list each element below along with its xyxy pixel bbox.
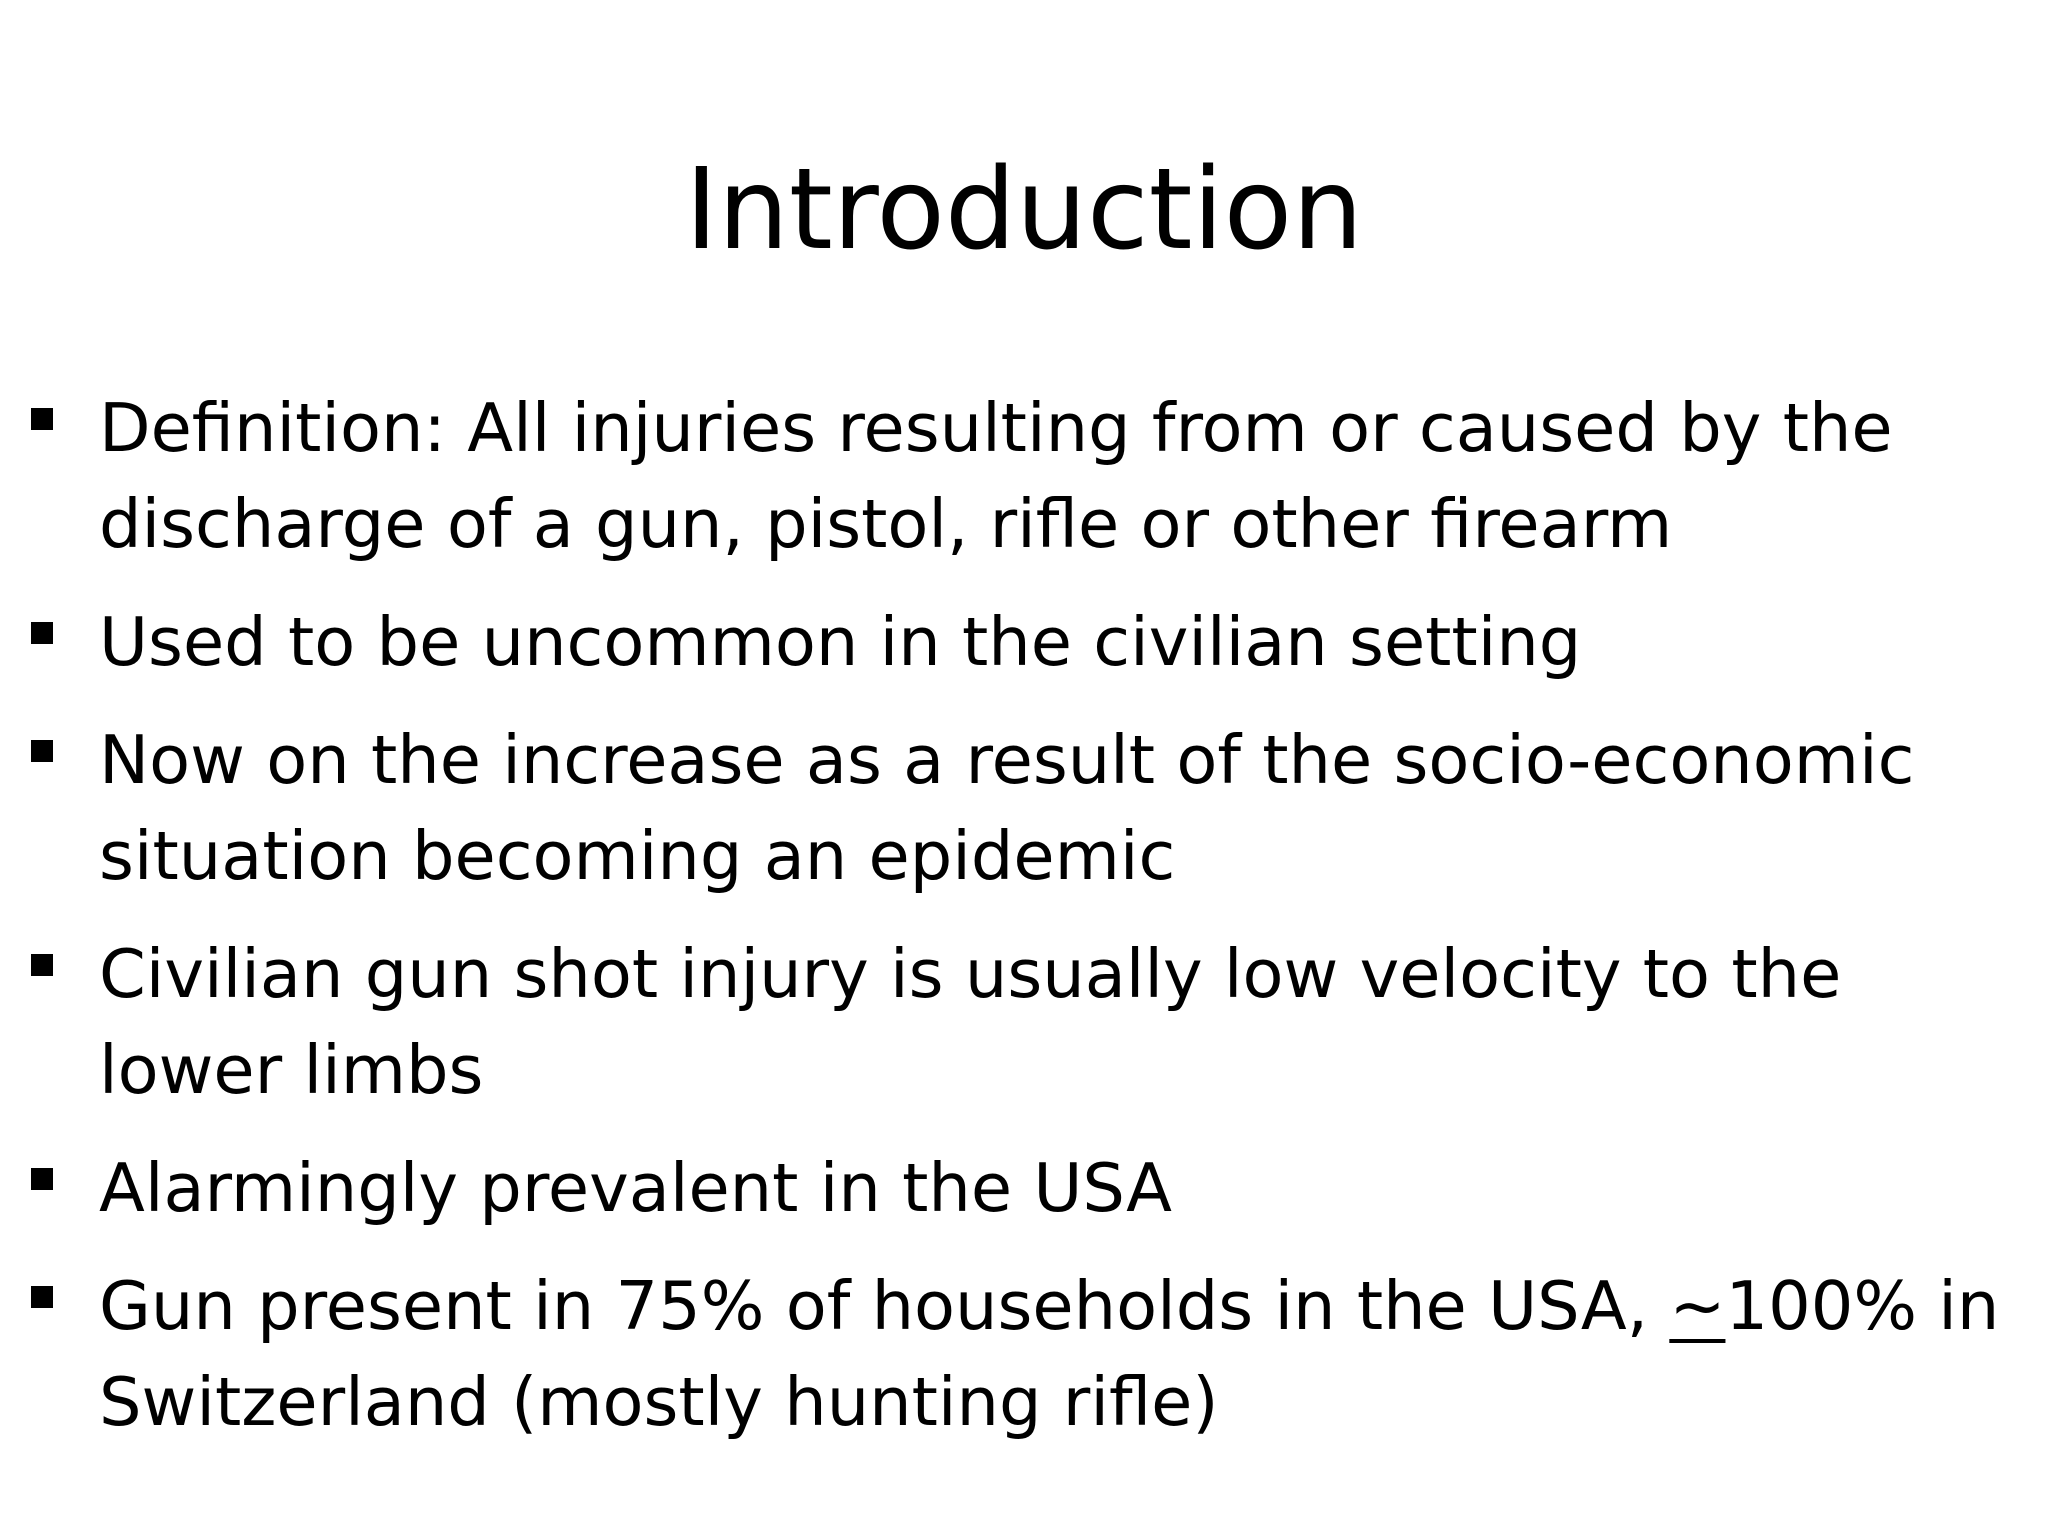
bullet-item-civilian-injury: [0, 926, 2048, 1118]
bullet-item-usa-prevalence: [0, 1140, 2048, 1236]
square-bullet-icon: [31, 1286, 53, 1308]
approx-symbol: ~: [1669, 1267, 1726, 1345]
bullet-item-uncommon: [0, 594, 2048, 690]
bullet-list: [0, 380, 2048, 1472]
bullet-item-increase: [0, 712, 2048, 904]
slide-title: Introduction: [684, 145, 1364, 275]
bullet-text: Alarmingly prevalent in the USA: [99, 1149, 1172, 1227]
square-bullet-icon: [31, 954, 53, 976]
square-bullet-icon: [31, 740, 53, 762]
bullet-text-before: Gun present in 75% of households in the USA,: [99, 1267, 1670, 1345]
square-bullet-icon: [31, 1168, 53, 1190]
square-bullet-icon: [31, 408, 53, 430]
bullet-text: Now on the increase as a result of the socio-economic situation becoming an epidemic: [99, 721, 1915, 895]
bullet-text: Used to be uncommon in the civilian setting: [99, 603, 1582, 681]
bullet-item-household-guns: [0, 1258, 2048, 1450]
bullet-text: Civilian gun shot injury is usually low velocity to the lower limbs: [99, 935, 1842, 1109]
bullet-text: Definition: All injuries resulting from or caused by the discharge of a gun, pistol, rifle or other firearm: [99, 389, 1893, 563]
bullet-text-after: 100% in Switzerland (mostly hunting rifle): [99, 1267, 2000, 1441]
bullet-item-definition: [0, 380, 2048, 572]
square-bullet-icon: [31, 622, 53, 644]
